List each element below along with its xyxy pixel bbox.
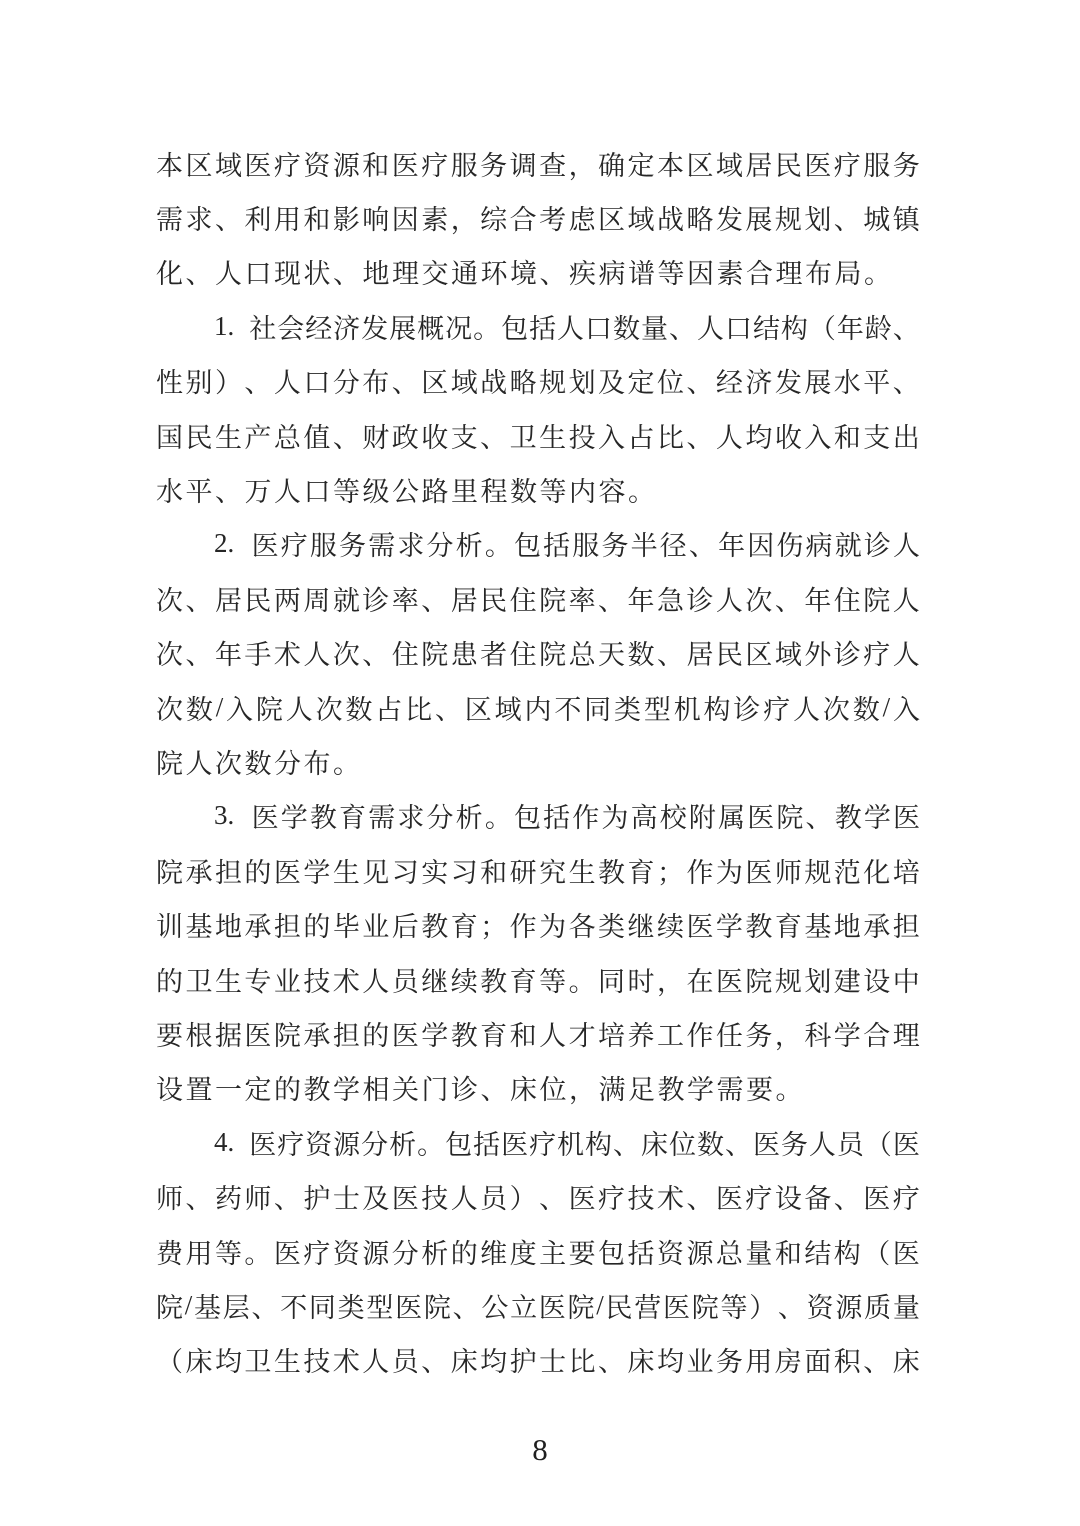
text-line: 师 、 药 师 、 护 士 及 医 技 人 员 ） 、 医 疗 技 术 、 医 疗 设 备 、 医 疗 [156,1184,920,1215]
text-line: 院 / 基 层 、 不 同 类 型 医 院 、 公 立 医 院 / 民 营 医 院 等 ） 、 资 源 质 量 [156,1289,920,1323]
text-line: 训 基 地 承 担 的 毕 业 后 教 育 ； 作 为 各 类 继 续 医 学 教 育 基 地 承 担 [156,912,920,943]
text-line: 设 置 一 定 的 教 学 相 关 门 诊 、 床 位 ， 满 足 教 学 需 要 。 [156,1075,803,1106]
text-line: 3. 医 学 教 育 需 求 分 析 。 包 括 作 为 高 校 附 属 医 院 、 教 学 医 [214,800,920,834]
text-line: 院 人 次 数 分 布 。 [156,748,360,779]
text-line: 1. 社 会 经 济 发 展 概 况 。 包 括 人 口 数 量 、 人 口 结 构 （ 年 龄 、 [214,310,920,344]
text-line: 化 、 人 口 现 状 、 地 理 交 通 环 境 、 疾 病 谱 等 因 素 合 理 布 局 。 [156,259,891,290]
document-body [156,136,920,1387]
paragraph [156,517,920,789]
paragraph [156,299,920,517]
paragraph [156,136,920,299]
text-line: 的 卫 生 专 业 技 术 人 员 继 续 教 育 等 。 同 时 ， 在 医 院 规 划 建 设 中 [156,966,920,997]
text-line: 需 求 、 利 用 和 影 响 因 素 ， 综 合 考 虑 区 域 战 略 发 展 规 划 、 城 镇 [156,205,920,236]
text-line: 本 区 域 医 疗 资 源 和 医 疗 服 务 调 查 ， 确 定 本 区 域 居 民 医 疗 服 务 [156,150,920,181]
text-line: 2. 医 疗 服 务 需 求 分 析 。 包 括 服 务 半 径 、 年 因 伤 病 就 诊 人 [214,528,920,562]
text-line: 次 、 居 民 两 周 就 诊 率 、 居 民 住 院 率 、 年 急 诊 人 次 、 年 住 院 人 [156,585,920,616]
text-line: 院 承 担 的 医 学 生 见 习 实 习 和 研 究 生 教 育 ； 作 为 医 师 规 范 化 培 [156,857,920,888]
text-line: 水 平 、 万 人 口 等 级 公 路 里 程 数 等 内 容 。 [156,477,655,508]
text-line: 国 民 生 产 总 值 、 财 政 收 支 、 卫 生 投 入 占 比 、 人 均 收 入 和 支 出 [156,422,920,453]
paragraph [156,1115,920,1387]
text-line: 要 根 据 医 院 承 担 的 医 学 教 育 和 人 才 培 养 工 作 任 务 ， 科 学 合 理 [156,1020,920,1051]
page-number: 8 [532,1432,548,1467]
text-line: 性 别 ） 、 人 口 分 布 、 区 域 战 略 规 划 及 定 位 、 经 济 发 展 水 平 、 [156,368,920,399]
text-line: （ 床 均 卫 生 技 术 人 员 、 床 均 护 士 比 、 床 均 业 务 用 房 面 积 、 床 [156,1347,920,1378]
text-line: 次 、 年 手 术 人 次 、 住 院 患 者 住 院 总 天 数 、 居 民 区 域 外 诊 疗 人 [156,640,920,671]
text-line: 4. 医 疗 资 源 分 析 。 包 括 医 疗 机 构 、 床 位 数 、 医 务 人 员 （ 医 [214,1126,920,1160]
paragraph [156,789,920,1115]
text-line: 费 用 等 。 医 疗 资 源 分 析 的 维 度 主 要 包 括 资 源 总 量 和 结 构 （ 医 [156,1238,920,1269]
text-line: 次 数 / 入 院 人 次 数 占 比 、 区 域 内 不 同 类 型 机 构 诊 疗 人 次 数 / 入 [156,691,920,725]
